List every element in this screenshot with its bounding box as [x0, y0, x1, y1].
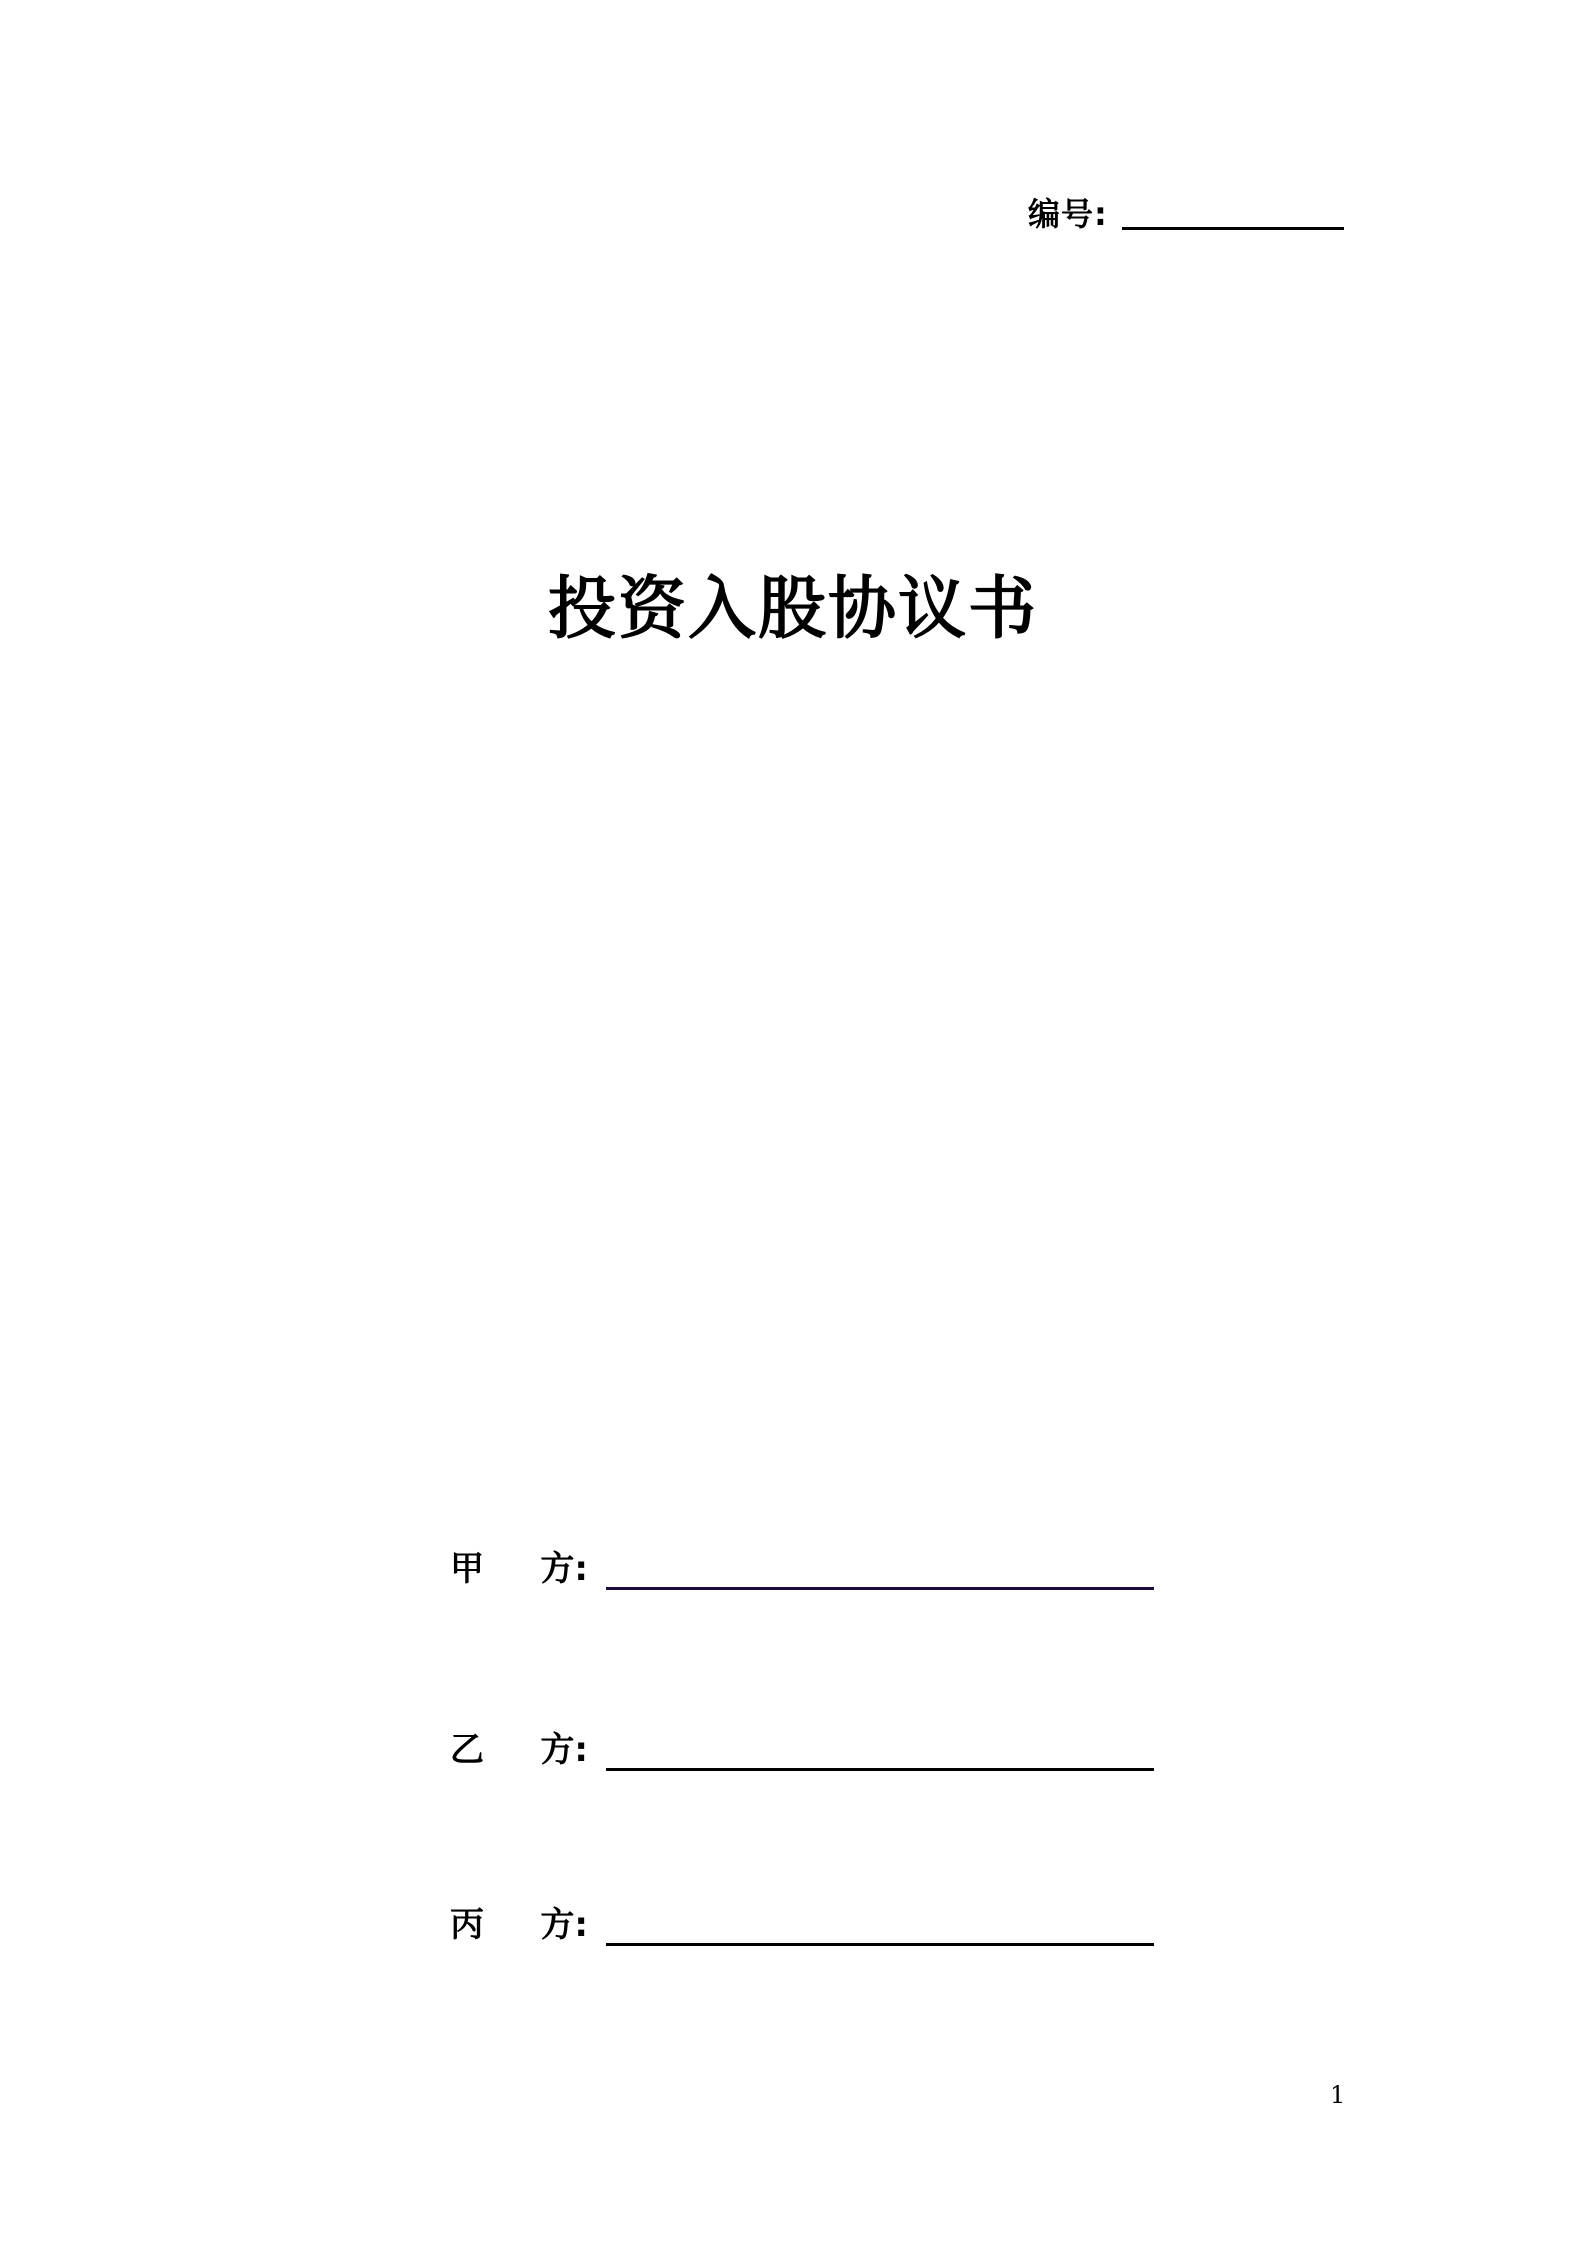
party-a-row	[450, 1544, 1154, 1594]
party-b-row	[450, 1725, 1154, 1775]
party-c-label-name: 丙	[450, 1905, 484, 1945]
page-number: 1	[1330, 2081, 1346, 2109]
party-c-label-suffix: 方:	[540, 1905, 588, 1945]
party-c-blank[interactable]	[606, 1943, 1154, 1946]
party-b-label	[450, 1725, 588, 1775]
document-number-field	[1028, 192, 1344, 236]
party-a-label-name: 甲	[450, 1549, 484, 1589]
party-b-blank[interactable]	[606, 1768, 1154, 1771]
party-a-label	[450, 1544, 588, 1594]
party-a-label-suffix: 方:	[540, 1549, 588, 1589]
document-title: 投资入股协议书	[547, 570, 1038, 649]
party-b-label-name: 乙	[450, 1730, 484, 1770]
party-a-blank[interactable]	[606, 1587, 1154, 1590]
party-c-row	[450, 1900, 1154, 1950]
document-number-blank[interactable]	[1122, 227, 1344, 230]
document-number-label: 编号:	[1028, 195, 1108, 233]
party-b-label-suffix: 方:	[540, 1730, 588, 1770]
party-c-label	[450, 1900, 588, 1950]
